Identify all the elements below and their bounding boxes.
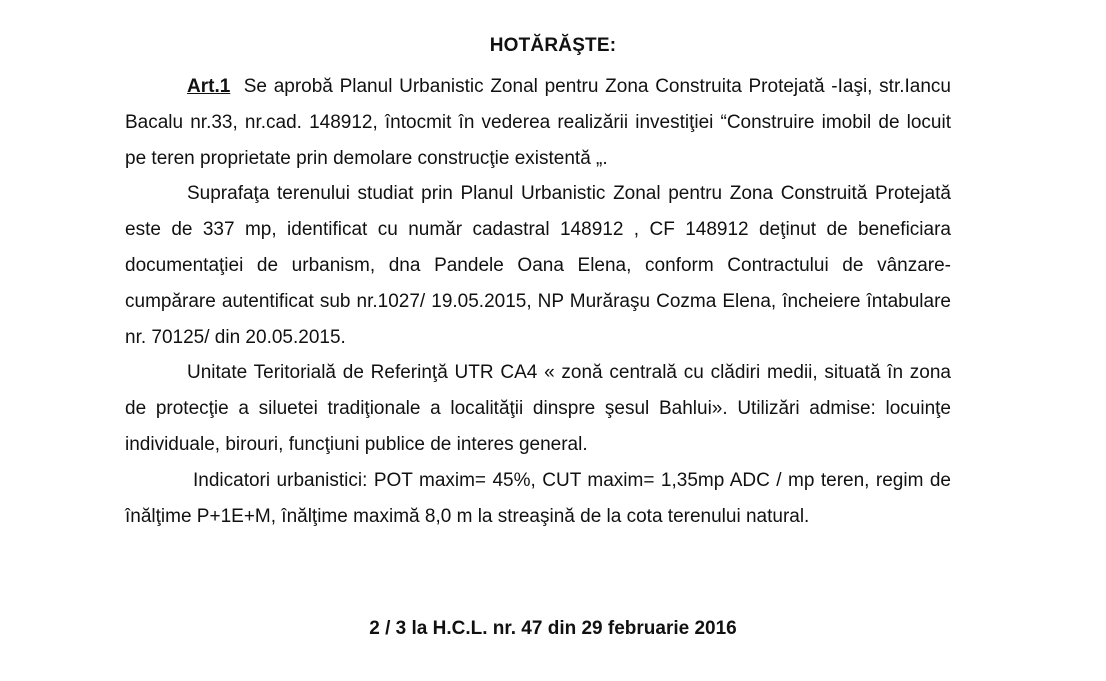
article-label: Art.1: [187, 76, 231, 97]
territorial-unit-paragraph: Unitate Teritorială de Referinţă UTR CA4 « zonă centrală cu clădiri medii, situată în zona de protecţie a siluetei tradiţionale a localităţii dinspre şesul Bahlui». Utilizări admise: locuinţe individuale, birouri, funcţiuni publice de interes general.: [125, 362, 951, 455]
land-surface-paragraph: Suprafaţa terenului studiat prin Planul Urbanistic Zonal pentru Zona Construită Protejată este de 337 mp, identificat cu număr cadastral 148912 , CF 148912 deţinut de beneficiara documentaţiei de urbanism, dna Pandele Oana Elena, conform Contractului de vânzare-cumpărare autentificat sub nr.1027/ 19.05.2015, NP Murăraşu Cozma Elena, încheiere întabulare nr. 70125/ din 20.05.2015.: [125, 183, 951, 348]
urban-indicators-paragraph: Indicatori urbanistici: POT maxim= 45%, CUT maxim= 1,35mp ADC / mp teren, regim de înălţime P+1E+M, înălţime maximă 8,0 m la streaşină de la cota terenului natural.: [125, 469, 951, 527]
article-paragraph: [125, 69, 951, 176]
article-separator: [230, 76, 243, 97]
article-text: Se aprobă Planul Urbanistic Zonal pentru Zona Construita Protejată -Iaşi, str.Iancu Bacalu nr.33, nr.cad. 148912, întocmit în vederea realizării investiţiei “Construire imobil de locuit pe teren proprietate prin demolare construcţie existentă „.: [125, 76, 951, 169]
decision-heading: HOTĂRĂŞTE:: [489, 35, 617, 56]
document-body: [125, 69, 951, 534]
page-footer: 2 / 3 la H.C.L. nr. 47 din 29 februarie 2016: [369, 618, 737, 639]
